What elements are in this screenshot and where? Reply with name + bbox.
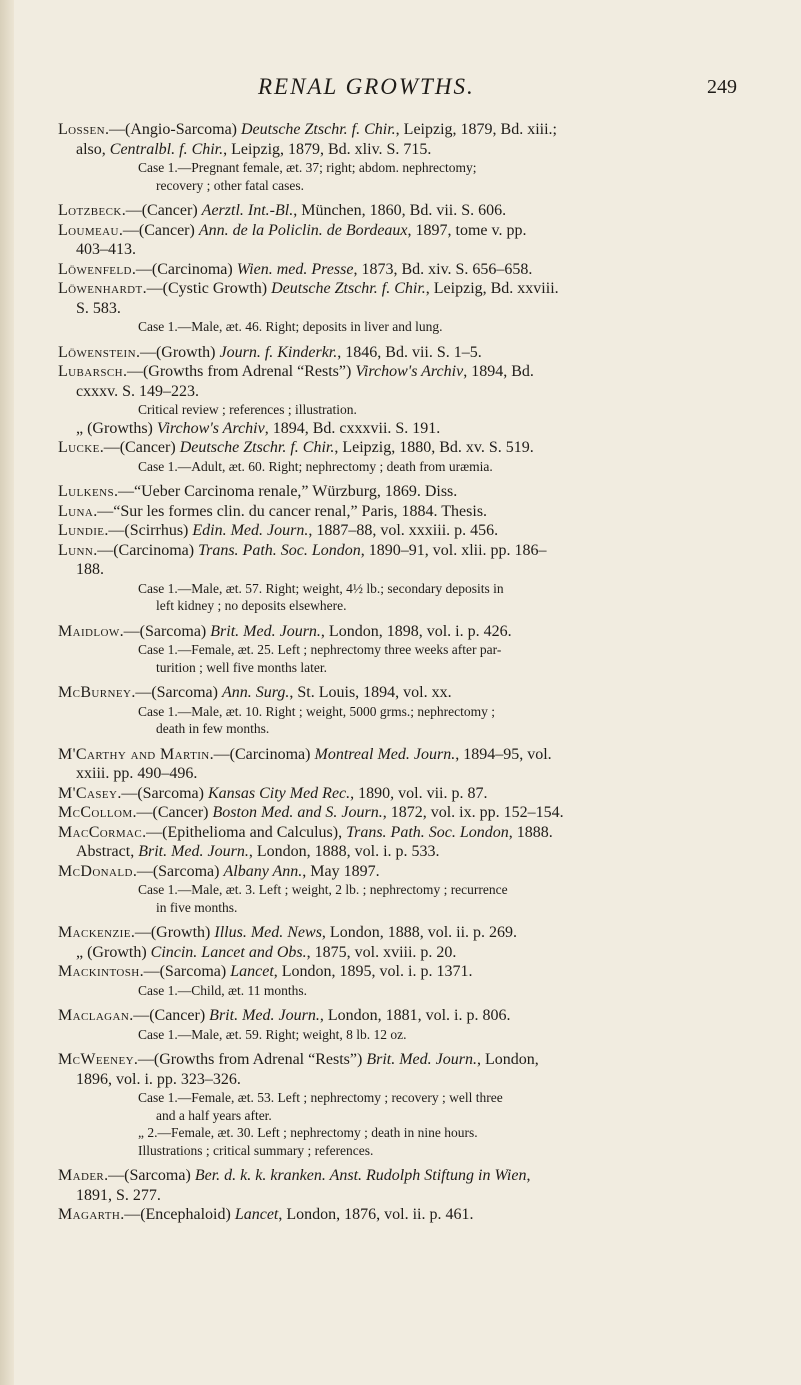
citation-text: , [526, 1167, 531, 1184]
case-note [58, 982, 764, 1000]
author-name: Löwenhardt [58, 280, 143, 297]
citation-text: , London, 1895, vol. i. p. 1371. [273, 963, 473, 980]
citation-text: .—(Sarcoma) [131, 684, 222, 701]
citation-text: 403–413. [76, 241, 136, 258]
citation-text: .—(Carcinoma) [131, 260, 237, 278]
citation-text: also, [76, 140, 110, 158]
bibliography-entry [58, 343, 764, 476]
journal-title: Brit. Med. Journ. [210, 622, 321, 640]
reference-continuation [58, 419, 764, 439]
journal-title: Wien. med. Presse [236, 260, 354, 278]
reference-line [58, 803, 764, 823]
author-name: Löwenstein [58, 343, 136, 361]
citation-text: .—(Growth) [135, 343, 220, 361]
citation-text: .—(Growths from Adrenal “Rests”) [133, 1051, 367, 1068]
reference-line [58, 221, 764, 241]
citation-text: Case 1.—Male, æt. 10. Right ; weight, 5000 grms.; nephrectomy ; [138, 703, 495, 719]
journal-title: Ber. d. k. k. kranken. Anst. Rudolph Stiftung in Wien [194, 1167, 527, 1184]
citation-text: death in few months. [156, 721, 270, 736]
citation-text: .—(Sarcoma) [117, 784, 208, 802]
citation-text: .—(Angio-Sarcoma) [105, 121, 241, 138]
case-note-continuation [58, 720, 764, 738]
bibliography-entry [58, 201, 764, 336]
journal-title: Ann. de la Policlin. de Bordeaux [198, 221, 408, 239]
author-name: McWeeney [58, 1051, 134, 1068]
citation-text: , Leipzig, 1880, Bd. xv. S. 519. [334, 439, 534, 456]
citation-text: , 1890–91, vol. xlii. pp. 186– [360, 541, 547, 559]
reference-line [58, 201, 764, 221]
reference-continuation [58, 764, 764, 784]
case-note [58, 881, 764, 899]
case-note [58, 580, 764, 598]
citation-text: , 1894, Bd. [463, 363, 534, 380]
reference-line [58, 1205, 764, 1225]
citation-text: Case 1.—Pregnant female, æt. 37; right; abdom. nephrectomy; [138, 160, 477, 175]
case-note [58, 159, 764, 177]
citation-text: .—(Cystic Growth) [142, 280, 272, 297]
author-name: Magarth [58, 1206, 121, 1223]
running-head: RENAL GROWTHS. [258, 74, 475, 99]
reference-line [58, 784, 764, 804]
journal-title: Journ. f. Kinderkr. [219, 343, 338, 361]
page-number: 249 [707, 76, 737, 98]
reference-line [58, 343, 764, 363]
author-name: Lossen [58, 121, 106, 138]
reference-continuation [58, 1070, 764, 1090]
journal-title: Trans. Path. Soc. London [346, 823, 509, 841]
case-note [58, 641, 764, 659]
citation-text: S. 583. [76, 299, 121, 317]
author-name: Lotzbeck [58, 202, 122, 219]
reference-line [58, 1006, 764, 1026]
citation-text: 1896, vol. i. pp. 323–326. [76, 1070, 241, 1088]
reference-continuation [58, 943, 764, 963]
citation-text: , München, 1860, Bd. vii. S. 606. [293, 202, 507, 219]
citation-text: , 1894–95, vol. [455, 745, 552, 763]
citation-text: .—(Carcinoma) [209, 745, 315, 763]
citation-text: 1891, S. 277. [76, 1186, 161, 1204]
citation-text: , Leipzig, Bd. xxviii. [425, 280, 559, 297]
bibliography-entry [58, 683, 764, 738]
citation-text: , 1897, tome v. pp. [407, 221, 527, 239]
bibliography-entry [58, 1050, 764, 1159]
reference-line [58, 279, 764, 299]
citation-text: and a half years after. [156, 1107, 272, 1123]
citation-text: Case 1.—Male, æt. 46. Right; deposits in liver and lung. [138, 319, 443, 334]
journal-title: Deutsche Ztschr. f. Chir. [241, 121, 396, 138]
citation-text: Case 1.—Child, æt. 11 months. [138, 982, 308, 998]
page-header [0, 74, 801, 104]
author-name: McDonald [58, 862, 133, 880]
author-name: McBurney [58, 684, 132, 701]
reference-line [58, 120, 764, 140]
journal-title: Lancet [234, 1206, 279, 1223]
reference-continuation [58, 842, 764, 862]
citation-text: .—(Sarcoma) [139, 963, 231, 980]
citation-text: „ 2.—Female, æt. 30. Left ; nephrectomy ; death in nine hours. [138, 1125, 478, 1140]
citation-text: , 1873, Bd. xiv. S. 656–658. [353, 260, 533, 278]
author-name: McCollom [58, 804, 133, 821]
citation-text: .—(Sarcoma) [104, 1167, 195, 1184]
reference-line [58, 923, 764, 943]
citation-text: , London, 1898, vol. i. p. 426. [320, 622, 512, 640]
author-name: Lulkens [58, 483, 114, 500]
author-name: Maidlow [58, 622, 120, 640]
author-name: Maclagan [58, 1007, 130, 1024]
citation-text: , 1875, vol. xviii. p. 20. [306, 943, 457, 961]
reference-line [58, 683, 764, 703]
journal-title: Trans. Path. Soc. London [198, 541, 361, 559]
citation-text: .—(Growth) [130, 924, 215, 941]
author-name: Lucke [58, 439, 100, 456]
bibliography-entry [58, 482, 764, 615]
case-note [58, 1089, 764, 1107]
journal-title: Kansas City Med Rec. [207, 784, 351, 802]
bibliography-entry [58, 923, 764, 999]
citation-text: , 1846, Bd. vii. S. 1–5. [337, 343, 482, 361]
citation-text: .—(Epithelioma and Calculus), [142, 823, 347, 841]
citation-text: , May 1897. [302, 862, 380, 880]
citation-text: Case 1.—Female, æt. 25. Left ; nephrectomy three weeks after par- [138, 642, 502, 657]
citation-text: , 1887–88, vol. xxxiii. p. 456. [308, 522, 499, 539]
journal-title: Virchow's Archiv [355, 363, 464, 380]
citation-text: .—(Cancer) [129, 1007, 210, 1024]
citation-text: , 1894, Bd. cxxxvii. S. 191. [264, 419, 441, 437]
reference-continuation [58, 299, 764, 319]
journal-title: Cincin. Lancet and Obs. [150, 943, 307, 961]
case-note-continuation [58, 899, 764, 917]
reference-line [58, 862, 764, 882]
journal-title: Deutsche Ztschr. f. Chir. [179, 439, 335, 456]
citation-text: , 1872, vol. ix. pp. 152–154. [382, 804, 564, 821]
reference-line [58, 521, 764, 541]
citation-text: , 1890, vol. vii. p. 87. [350, 784, 488, 802]
citation-text: Critical review ; references ; illustration. [138, 402, 357, 417]
journal-title: Lancet [230, 963, 274, 980]
reference-continuation [58, 240, 764, 260]
author-name: MacCormac [58, 823, 143, 841]
author-name: M'Casey [58, 784, 118, 802]
case-note [58, 703, 764, 721]
case-note [58, 1142, 764, 1160]
citation-text: turition ; well five months later. [156, 659, 327, 675]
case-note [58, 318, 764, 336]
case-note [58, 1026, 764, 1044]
case-note [58, 458, 764, 476]
citation-text: .—(Carcinoma) [93, 541, 199, 559]
journal-title: Montreal Med. Journ. [314, 745, 456, 763]
journal-title: Virchow's Archiv [156, 419, 265, 437]
author-name: Lunn [58, 541, 94, 559]
citation-text: , 1888. [508, 823, 553, 841]
case-note [58, 1124, 764, 1142]
reference-line [58, 362, 764, 382]
author-name: Mackintosh [58, 963, 140, 980]
case-note-continuation [58, 1107, 764, 1125]
citation-text: , London, 1888, vol. ii. p. 269. [321, 924, 518, 941]
reference-line [58, 541, 764, 561]
citation-text: , Leipzig, 1879, Bd. xliv. S. 715. [223, 140, 432, 158]
citation-text: , London, [476, 1051, 539, 1068]
case-note-continuation [58, 659, 764, 677]
journal-title: Albany Ann. [223, 862, 303, 880]
citation-text: Case 1.—Male, æt. 57. Right; weight, 4½ lb.; secondary deposits in [138, 580, 504, 596]
author-name: Luna [58, 502, 94, 520]
citation-text: .—(Cancer) [99, 439, 180, 456]
journal-title: Deutsche Ztschr. f. Chir. [271, 280, 426, 297]
citation-text: .—(Growths from Adrenal “Rests”) [122, 363, 356, 380]
author-name: Mackenzie [58, 924, 131, 941]
reference-continuation [58, 1186, 764, 1206]
reference-line [58, 962, 764, 982]
author-name: Loumeau [58, 221, 119, 239]
reference-continuation [58, 560, 764, 580]
citation-text: , London, 1888, vol. i. p. 533. [248, 843, 440, 860]
bibliography-entry [58, 1166, 764, 1225]
bibliography-entry [58, 622, 764, 677]
citation-text: , Leipzig, 1879, Bd. xiii.; [395, 121, 557, 138]
citation-text: .—(Cancer) [121, 202, 202, 219]
journal-title: Aerztl. Int.-Bl. [201, 202, 294, 219]
case-note-continuation [58, 597, 764, 615]
journal-title: Illus. Med. News [214, 924, 322, 941]
citation-text: xxiii. pp. 490–496. [76, 765, 198, 782]
reference-continuation [58, 382, 764, 402]
reference-line [58, 438, 764, 458]
reference-line [58, 482, 764, 502]
bibliography-entry [58, 1006, 764, 1043]
bibliography-entry [58, 745, 764, 917]
reference-line [58, 1050, 764, 1070]
reference-line [58, 823, 764, 843]
citation-text: in five months. [156, 899, 238, 915]
citation-text: , London, 1876, vol. ii. p. 461. [278, 1206, 474, 1223]
author-name: Lubarsch [58, 363, 123, 380]
journal-title: Brit. Med. Journ. [209, 1007, 320, 1024]
bibliography-entry [58, 120, 764, 194]
citation-text: recovery ; other fatal cases. [156, 177, 305, 193]
citation-text: cxxxv. S. 149–223. [76, 382, 199, 400]
citation-text: „ (Growth) [76, 943, 151, 961]
bibliography-list [58, 120, 764, 1232]
journal-title: Brit. Med. Journ. [366, 1051, 477, 1068]
citation-text: Case 1.—Male, æt. 59. Right; weight, 8 lb. 12 oz. [138, 1026, 407, 1042]
author-name: Mader [58, 1167, 105, 1184]
citation-text: .—“Ueber Carcinoma renale,” Würzburg, 1869. Diss. [113, 483, 458, 500]
citation-text: Case 1.—Adult, æt. 60. Right; nephrectomy ; death from uræmia. [138, 458, 493, 474]
journal-title: Centralbl. f. Chir. [109, 140, 224, 158]
citation-text: Abstract, [76, 843, 139, 860]
author-name: Lundie [58, 522, 105, 539]
author-name: Löwenfeld [58, 260, 132, 278]
reference-line [58, 260, 764, 280]
reference-line [58, 1166, 764, 1186]
journal-title: Brit. Med. Journ. [138, 843, 249, 860]
citation-text: Case 1.—Female, æt. 53. Left ; nephrectomy ; recovery ; well three [138, 1090, 503, 1105]
page-binding-edge [0, 0, 14, 1385]
citation-text: .—(Sarcoma) [132, 862, 224, 880]
citation-text: , St. Louis, 1894, vol. xx. [289, 684, 452, 701]
journal-title: Ann. Surg. [221, 684, 290, 701]
case-note [58, 401, 764, 419]
citation-text: .—(Scirrhus) [104, 522, 193, 539]
citation-text: .—(Sarcoma) [119, 622, 211, 640]
journal-title: Edin. Med. Journ. [192, 522, 309, 539]
citation-text: .—(Cancer) [118, 221, 199, 239]
citation-text: 188. [76, 561, 104, 578]
citation-text: Case 1.—Male, æt. 3. Left ; weight, 2 lb. ; nephrectomy ; recurrence [138, 882, 508, 897]
citation-text: Illustrations ; critical summary ; references. [138, 1142, 374, 1158]
reference-continuation [58, 140, 764, 160]
case-note-continuation [58, 177, 764, 195]
citation-text: .—(Encephaloid) [120, 1206, 235, 1223]
author-name: M'Carthy and Martin [58, 745, 210, 763]
reference-line [58, 622, 764, 642]
reference-line [58, 745, 764, 765]
reference-line [58, 502, 764, 522]
citation-text: .—“Sur les formes clin. du cancer renal,” Paris, 1884. Thesis. [93, 502, 488, 520]
citation-text: „ (Growths) [76, 419, 157, 437]
citation-text: .—(Cancer) [132, 804, 213, 821]
citation-text: , London, 1881, vol. i. p. 806. [319, 1007, 511, 1024]
citation-text: left kidney ; no deposits elsewhere. [156, 598, 347, 613]
journal-title: Boston Med. and S. Journ. [212, 804, 383, 821]
